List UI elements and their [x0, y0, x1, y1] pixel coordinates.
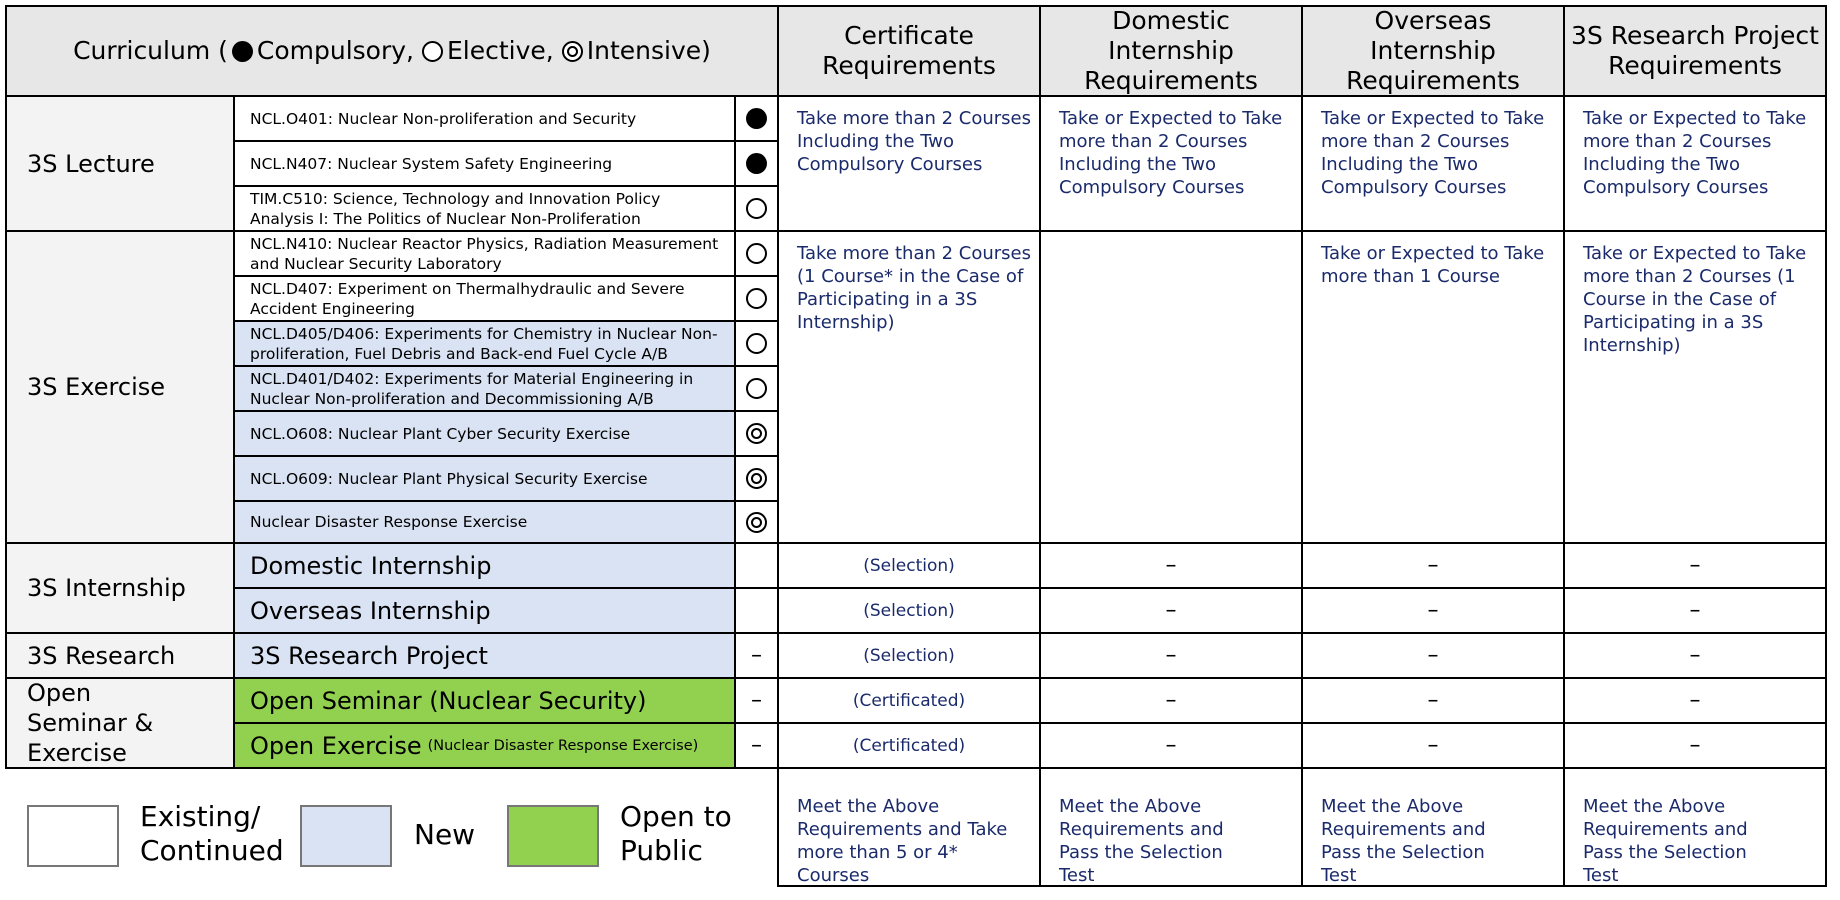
legend-label-public: Open to Public	[620, 800, 732, 867]
req-overseas-research: –	[1563, 587, 1827, 634]
legend-swatch-existing	[27, 805, 119, 867]
req-seminar-certificate: (Certificated)	[777, 677, 1041, 724]
compulsory-icon	[232, 41, 253, 62]
course-ncl-n407: NCL.N407: Nuclear System Safety Engineering	[233, 140, 736, 187]
elective-icon	[746, 198, 767, 219]
course-ncl-o401: NCL.O401: Nuclear Non-proliferation and Security	[233, 95, 736, 142]
course-ncl-o608: NCL.O608: Nuclear Plant Cyber Security Exercise	[233, 410, 736, 457]
program-domestic-internship: Domestic Internship	[233, 542, 736, 589]
symbol-cell	[734, 185, 779, 232]
intensive-icon	[562, 41, 583, 62]
symbol-cell	[734, 320, 779, 367]
category-3s-internship: 3S Internship	[5, 542, 235, 634]
symbol-cell	[734, 410, 779, 457]
course-disaster-response: Nuclear Disaster Response Exercise	[233, 500, 736, 544]
compulsory-icon	[746, 108, 767, 129]
category-open-seminar: Open Seminar & Exercise	[5, 677, 235, 769]
req-seminar-domestic: –	[1039, 677, 1303, 724]
final-req-research: Meet the Above Requirements and Pass the Selection Test	[1563, 767, 1827, 887]
req-overseas-overseas: –	[1301, 587, 1565, 634]
course-ncl-o609: NCL.O609: Nuclear Plant Physical Security Exercise	[233, 455, 736, 502]
column-header-research: 3S Research Project Requirements	[1563, 5, 1827, 97]
symbol-cell	[734, 587, 779, 634]
compulsory-icon	[746, 153, 767, 174]
category-3s-exercise: 3S Exercise	[5, 230, 235, 544]
open-exercise-note: (Nuclear Disaster Response Exercise)	[427, 737, 699, 754]
req-lecture-research: Take or Expected to Take more than 2 Courses Including the Two Compulsory Courses	[1563, 95, 1827, 232]
symbol-cell	[734, 140, 779, 187]
program-open-seminar: Open Seminar (Nuclear Security)	[233, 677, 736, 724]
symbol-dash: –	[734, 632, 779, 679]
req-exercise-open-research: –	[1563, 722, 1827, 769]
symbol-cell	[734, 365, 779, 412]
req-exercise-certificate: Take more than 2 Courses (1 Course* in the Case of Participating in a 3S Internship)	[777, 230, 1041, 544]
req-exercise-domestic	[1039, 230, 1303, 544]
req-lecture-overseas: Take or Expected to Take more than 2 Courses Including the Two Compulsory Courses	[1301, 95, 1565, 232]
req-exercise-research: Take or Expected to Take more than 2 Courses (1 Course in the Case of Participating in a 3S Internship)	[1563, 230, 1827, 544]
req-exercise-open-certificate: (Certificated)	[777, 722, 1041, 769]
req-domestic-certificate: (Selection)	[777, 542, 1041, 589]
column-header-domestic: Domestic Internship Requirements	[1039, 5, 1303, 97]
elective-icon	[746, 288, 767, 309]
legend-label-existing: Existing/ Continued	[140, 800, 284, 867]
elective-icon	[746, 378, 767, 399]
elective-icon	[422, 41, 443, 62]
course-ncl-d407: NCL.D407: Experiment on Thermalhydraulic and Severe Accident Engineering	[233, 275, 736, 322]
course-ncl-n410: NCL.N410: Nuclear Reactor Physics, Radiation Measurement and Nuclear Security Laboratory	[233, 230, 736, 277]
req-domestic-overseas: –	[1301, 542, 1565, 589]
intensive-label: Intensive)	[586, 36, 711, 65]
intensive-icon	[746, 423, 767, 444]
req-domestic-research: –	[1563, 542, 1827, 589]
open-exercise-label: Open Exercise	[250, 731, 422, 760]
symbol-cell	[734, 500, 779, 544]
program-overseas-internship: Overseas Internship	[233, 587, 736, 634]
curriculum-header	[5, 5, 779, 97]
req-lecture-domestic: Take or Expected to Take more than 2 Courses Including the Two Compulsory Courses	[1039, 95, 1303, 232]
category-3s-lecture: 3S Lecture	[5, 95, 235, 232]
symbol-cell	[734, 275, 779, 322]
req-research-overseas: –	[1301, 632, 1565, 679]
req-exercise-open-domestic: –	[1039, 722, 1303, 769]
req-overseas-domestic: –	[1039, 587, 1303, 634]
course-ncl-d405-d406: NCL.D405/D406: Experiments for Chemistry in Nuclear Non-proliferation, Fuel Debris and Back-end Fuel Cycle A/B	[233, 320, 736, 367]
legend-label-new: New	[414, 818, 476, 851]
final-req-overseas: Meet the Above Requirements and Pass the Selection Test	[1301, 767, 1565, 887]
req-seminar-overseas: –	[1301, 677, 1565, 724]
req-research-research: –	[1563, 632, 1827, 679]
req-seminar-research: –	[1563, 677, 1827, 724]
symbol-cell	[734, 542, 779, 589]
column-header-certificate: Certificate Requirements	[777, 5, 1041, 97]
req-overseas-certificate: (Selection)	[777, 587, 1041, 634]
program-open-exercise	[233, 722, 736, 769]
intensive-icon	[746, 512, 767, 533]
symbol-dash: –	[734, 677, 779, 724]
symbol-cell	[734, 95, 779, 142]
req-lecture-certificate: Take more than 2 Courses Including the Two Compulsory Courses	[777, 95, 1041, 232]
req-exercise-open-overseas: –	[1301, 722, 1565, 769]
program-research-project: 3S Research Project	[233, 632, 736, 679]
legend-swatch-public	[507, 805, 599, 867]
elective-label: Elective,	[447, 36, 554, 65]
req-research-certificate: (Selection)	[777, 632, 1041, 679]
category-3s-research: 3S Research	[5, 632, 235, 679]
req-domestic-domestic: –	[1039, 542, 1303, 589]
elective-icon	[746, 333, 767, 354]
legend-swatch-new	[300, 805, 392, 867]
final-req-certificate: Meet the Above Requirements and Take more than 5 or 4* Courses	[777, 767, 1041, 887]
column-header-overseas: Overseas Internship Requirements	[1301, 5, 1565, 97]
elective-icon	[746, 243, 767, 264]
symbol-dash: –	[734, 722, 779, 769]
req-research-domestic: –	[1039, 632, 1303, 679]
symbol-cell	[734, 455, 779, 502]
curriculum-prefix: Curriculum (	[73, 36, 228, 65]
course-ncl-d401-d402: NCL.D401/D402: Experiments for Material Engineering in Nuclear Non-proliferation and Decommissioning A/B	[233, 365, 736, 412]
symbol-cell	[734, 230, 779, 277]
intensive-icon	[746, 468, 767, 489]
req-exercise-overseas: Take or Expected to Take more than 1 Course	[1301, 230, 1565, 544]
compulsory-label: Compulsory,	[256, 36, 414, 65]
final-req-domestic: Meet the Above Requirements and Pass the Selection Test	[1039, 767, 1303, 887]
course-tim-c510: TIM.C510: Science, Technology and Innovation Policy Analysis I: The Politics of Nuclear Non-Proliferation	[233, 185, 736, 232]
